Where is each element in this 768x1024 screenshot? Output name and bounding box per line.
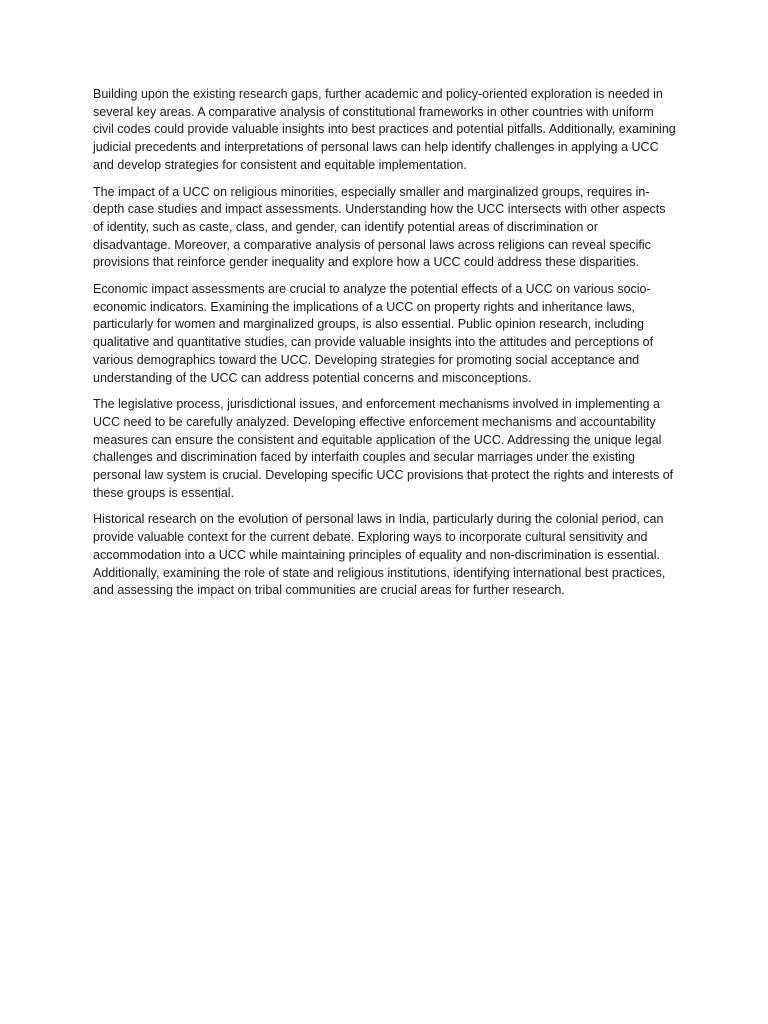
paragraph-3: Economic impact assessments are crucial to analyze the potential effects of a UCC on various socio-economic indicators. Examining the implications of a UCC on property rights and inheritance laws, particularly for women and marginalized groups, is also essential. Public opinion research, including qualitative and quantitative studies, can provide valuable insights into the attitudes and perceptions of various demographics toward the UCC. Developing strategies for promoting social acceptance and understanding of the UCC can address potential concerns and misconceptions. bbox=[93, 282, 654, 385]
document-body bbox=[93, 86, 677, 609]
paragraph-2: The impact of a UCC on religious minorities, especially smaller and marginalized groups, requires in-depth case studies and impact assessments. Understanding how the UCC intersects with other aspects of identity, such as caste, class, and gender, can identify potential areas of discrimination or disadvantage. Moreover, a comparative analysis of personal laws across religions can reveal specific provisions that reinforce gender inequality and explore how a UCC could address these disparities. bbox=[93, 184, 666, 270]
paragraph-4: The legislative process, jurisdictional issues, and enforcement mechanisms involved in implementing a UCC need to be carefully analyzed. Developing effective enforcement mechanisms and accountability measures can ensure the consistent and equitable application of the UCC. Addressing the unique legal challenges and discrimination faced by interfaith couples and secular marriages under the existing personal law system is crucial. Developing specific UCC provisions that protect the rights and interests of these groups is essential. bbox=[93, 397, 674, 500]
paragraph-1: Building upon the existing research gaps, further academic and policy-oriented exploration is needed in several key areas. A comparative analysis of constitutional frameworks in other countries with uniform civil codes could provide valuable insights into best practices and potential pitfalls. Additionally, examining judicial precedents and interpretations of personal laws can help identify challenges in applying a UCC and develop strategies for consistent and equitable implementation. bbox=[93, 87, 676, 172]
paragraph-5: Historical research on the evolution of personal laws in India, particularly during the colonial period, can provide valuable context for the current debate. Exploring ways to incorporate cultural sensitivity and accommodation into a UCC while maintaining principles of equality and non-discrimination is essential. Additionally, examining the role of state and religious institutions, identifying international best practices, and assessing the impact on tribal communities are crucial areas for further research. bbox=[93, 512, 666, 598]
